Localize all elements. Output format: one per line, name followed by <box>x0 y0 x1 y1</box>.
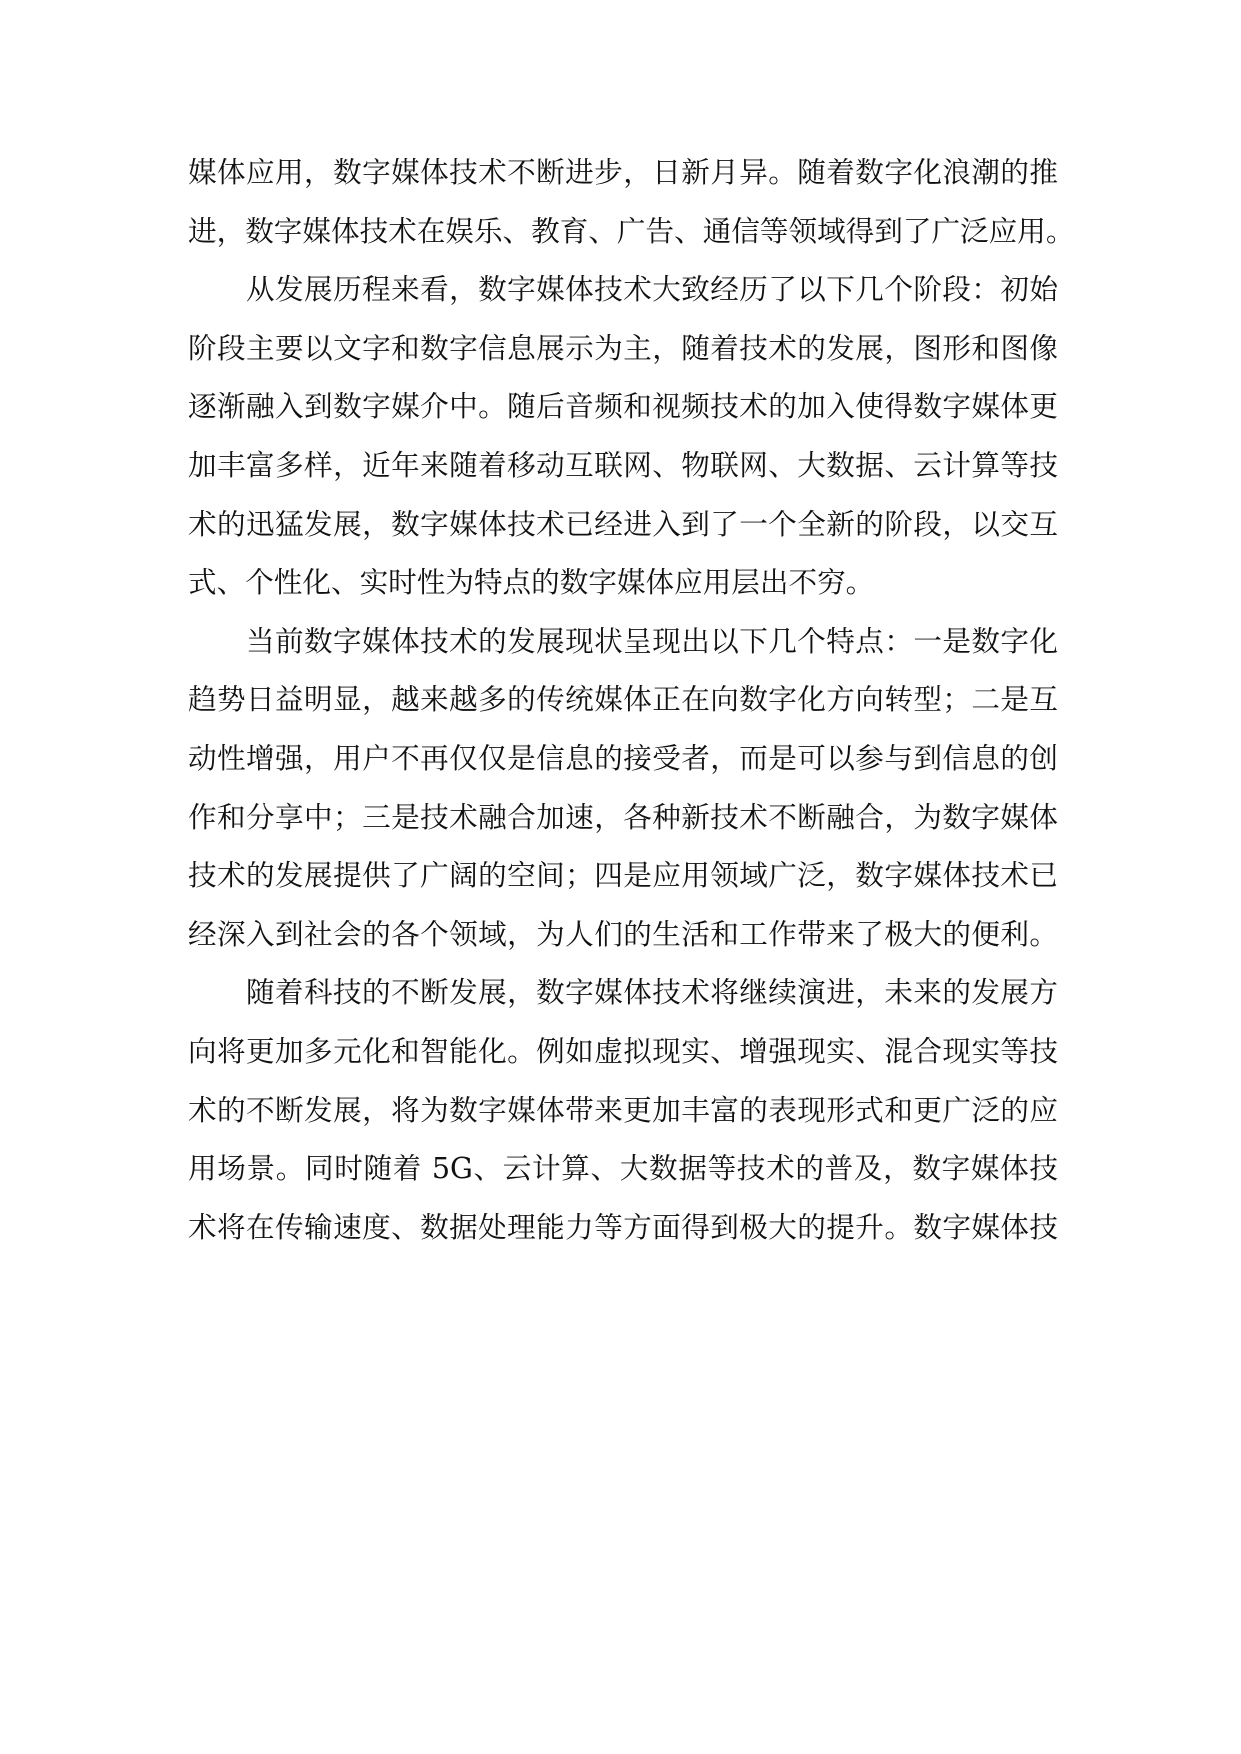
text-line: 向将更加多元化和智能化。例如虚拟现实、增强现实、混合现实等技 <box>188 1033 1058 1068</box>
text-line: 逐渐融入到数字媒介中。随后音频和视频技术的加入使得数字媒体更 <box>188 389 1058 424</box>
text-line: 加丰富多样，近年来随着移动互联网、物联网、大数据、云计算等技 <box>188 447 1058 482</box>
paragraph-last-line: 式、个性化、实时性为特点的数字媒体应用层出不穷。 <box>188 565 875 600</box>
paragraph-first-line: 当前数字媒体技术的发展现状呈现出以下几个特点：一是数字化 <box>246 623 1058 658</box>
text-line: 作和分享中；三是技术融合加速，各种新技术不断融合，为数字媒体 <box>188 799 1058 834</box>
paragraph-first-line: 从发展历程来看，数字媒体技术大致经历了以下几个阶段：初始 <box>246 272 1058 307</box>
text-line: 术的不断发展，将为数字媒体带来更加丰富的表现形式和更广泛的应 <box>188 1092 1058 1127</box>
text-line: 用场景。同时随着 5G、云计算、大数据等技术的普及，数字媒体技 <box>188 1151 1058 1186</box>
text-line: 技术的发展提供了广阔的空间；四是应用领域广泛，数字媒体技术已 <box>188 858 1058 893</box>
text-line: 阶段主要以文字和数字信息展示为主，随着技术的发展，图形和图像 <box>188 330 1058 365</box>
text-line: 经深入到社会的各个领域，为人们的生活和工作带来了极大的便利。 <box>188 916 1058 951</box>
paragraph-first-line: 随着科技的不断发展，数字媒体技术将继续演进，未来的发展方 <box>246 975 1058 1010</box>
text-line: 术将在传输速度、数据处理能力等方面得到极大的提升。数字媒体技 <box>188 1209 1058 1244</box>
text-line: 媒体应用，数字媒体技术不断进步，日新月异。随着数字化浪潮的推 <box>188 155 1058 189</box>
text-line: 动性增强，用户不再仅仅是信息的接受者，而是可以参与到信息的创 <box>188 740 1058 775</box>
text-line: 趋势日益明显，越来越多的传统媒体正在向数字化方向转型；二是互 <box>188 682 1058 717</box>
text-line: 进，数字媒体技术在娱乐、教育、广告、通信等领域得到了广泛应用。 <box>188 213 1075 248</box>
body-text <box>188 143 1075 1256</box>
text-line: 术的迅猛发展，数字媒体技术已经进入到了一个全新的阶段，以交互 <box>188 506 1058 541</box>
